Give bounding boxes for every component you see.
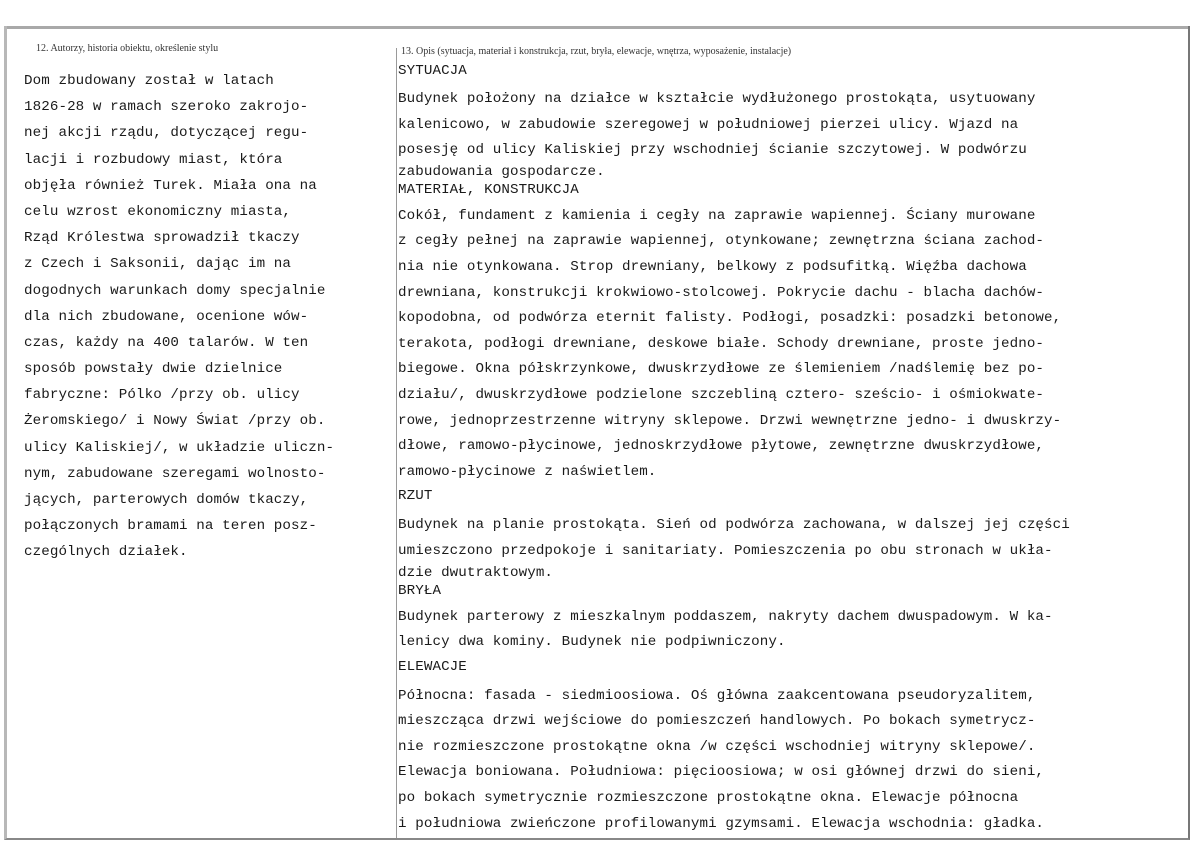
- text-line: Dom zbudowany został w latach: [24, 73, 274, 89]
- left-field-label: 12. Autorzy, historia obiektu, określenie stylu: [36, 43, 219, 54]
- text-line: dłowe, ramowo-płycinowe, jednoskrzydłowe płytowe, zewnętrzne dwuskrzydłowe,: [398, 438, 1045, 455]
- text-line: rowe, jednoprzestrzenne witryny sklepowe. Drzwi wewnętrzne jedno- i dwuskrzy-: [398, 412, 1062, 429]
- text-line: posesję od ulicy Kaliskiej przy wschodniej ścianie szczytowej. W podwórzu: [398, 142, 1027, 159]
- text-line: z cegły pełnej na zaprawie wapiennej, otynkowane; zewnętrzna ściana zachod-: [398, 233, 1045, 250]
- text-line: terakota, podłogi drewniane, deskowe białe. Schody drewniane, proste jedno-: [398, 335, 1045, 352]
- text-line: połączonych bramami na teren posz-: [24, 518, 317, 535]
- description-text: [398, 60, 1070, 837]
- text-line: nej akcji rządu, dotyczącej regu-: [24, 125, 309, 142]
- text-line: Budynek parterowy z mieszkalnym poddaszem, nakryty dachem dwuspadowym. W ka-: [398, 608, 1053, 625]
- text-line: celu wzrost ekonomiczny miasta,: [24, 203, 292, 220]
- text-line: Cokół, fundament z kamienia i cegły na zaprawie wapiennej. Ściany murowane: [398, 207, 1036, 224]
- text-line: mieszcząca drzwi wejściowe do pomieszczeń handlowych. Po bokach symetrycz-: [398, 713, 1036, 730]
- section-heading-material: MATERIAŁ, KONSTRUKCJA: [398, 181, 579, 198]
- text-line: lacji i rozbudowy miast, która: [24, 151, 283, 168]
- section-heading-elewacje: ELEWACJE: [398, 658, 467, 675]
- text-line: Budynek na planie prostokąta. Sień od podwórza zachowana, w dalszej jej części: [398, 517, 1070, 534]
- section-heading-rzut: RZUT: [398, 488, 433, 505]
- text-line: czas, każdy na 400 talarów. W ten: [24, 334, 309, 351]
- text-line: Rząd Królestwa sprowadził tkaczy: [24, 230, 300, 247]
- sheet-top-border: [7, 26, 1188, 29]
- section-heading-sytuacja: SYTUACJA: [398, 63, 467, 79]
- text-line: objęła również Turek. Miała ona na: [24, 177, 317, 194]
- text-line: Żeromskiego/ i Nowy Świat /przy ob.: [24, 413, 326, 430]
- history-text: [24, 68, 334, 566]
- text-line: kopodobna, od podwórza eternit falisty. Podłogi, posadzki: posadzki betonowe,: [398, 310, 1062, 327]
- text-line: Północna: fasada - siedmioosiowa. Oś główna zaakcentowana pseudoryzalitem,: [398, 687, 1036, 704]
- section-heading-bryla: BRYŁA: [398, 582, 442, 599]
- text-line: zabudowania gospodarcze.: [398, 163, 605, 180]
- right-field-label: 13. Opis (sytuacja, materiał i konstrukcja, rzut, bryła, elewacje, wnętrza, wyposażenie, instalacje): [401, 46, 792, 57]
- text-line: biegowe. Okna półskrzynkowe, dwuskrzydłowe ze ślemieniem /nadślemię bez po-: [398, 361, 1045, 378]
- text-line: ramowo-płycinowe z naświetlem.: [398, 463, 657, 480]
- text-line: ulicy Kaliskiej/, w układzie uliczn-: [24, 439, 335, 456]
- text-line: dla nich zbudowane, ocenione wów-: [24, 308, 309, 325]
- column-divider: [396, 48, 397, 838]
- text-line: drewniana, konstrukcji krokwiowo-stolcowej. Pokrycie dachu - blacha dachów-: [398, 284, 1045, 301]
- text-line: jących, parterowych domów tkaczy,: [24, 492, 309, 508]
- text-line: sposób powstały dwie dzielnice: [24, 361, 283, 378]
- text-line: z Czech i Saksonii, dając im na: [24, 256, 292, 273]
- text-line: kalenicowo, w zabudowie szeregowej w południowej pierzei ulicy. Wjazd na: [398, 116, 1019, 133]
- text-line: nie rozmieszczone prostokątne okna /w części wschodniej witryny sklepowe/.: [398, 738, 1036, 755]
- text-line: Budynek położony na działce w kształcie wydłużonego prostokąta, usytuowany: [398, 91, 1036, 107]
- text-line: nym, zabudowane szeregami wolnosto-: [24, 465, 326, 482]
- text-line: fabryczne: Pólko /przy ob. ulicy: [24, 387, 300, 404]
- text-line: umieszczono przedpokoje i sanitariaty. Pomieszczenia po obu stronach w ukła-: [398, 542, 1053, 559]
- text-line: dzie dwutraktowym.: [398, 564, 554, 581]
- text-line: i południowa zwieńczone profilowanymi gzymsami. Elewacja wschodnia: gładka.: [398, 815, 1045, 832]
- text-line: działu/, dwuskrzydłowe podzielone szczebliną cztero- sześcio- i ośmiokwate-: [398, 386, 1045, 403]
- text-line: nia nie otynkowana. Strop drewniany, belkowy z podsufitką. Więźba dachowa: [398, 258, 1027, 275]
- text-line: dogodnych warunkach domy specjalnie: [24, 282, 326, 299]
- text-line: Elewacja boniowana. Południowa: pięcioosiowa; w osi głównej drzwi do sieni,: [398, 764, 1045, 781]
- text-line: czególnych działek.: [24, 544, 188, 561]
- text-line: 1826-28 w ramach szeroko zakrojo-: [24, 99, 309, 116]
- text-line: po bokach symetrycznie rozmieszczone prostokątne okna. Elewacje północna: [398, 790, 1019, 807]
- text-line: lenicy dwa kominy. Budynek nie podpiwniczony.: [398, 634, 786, 651]
